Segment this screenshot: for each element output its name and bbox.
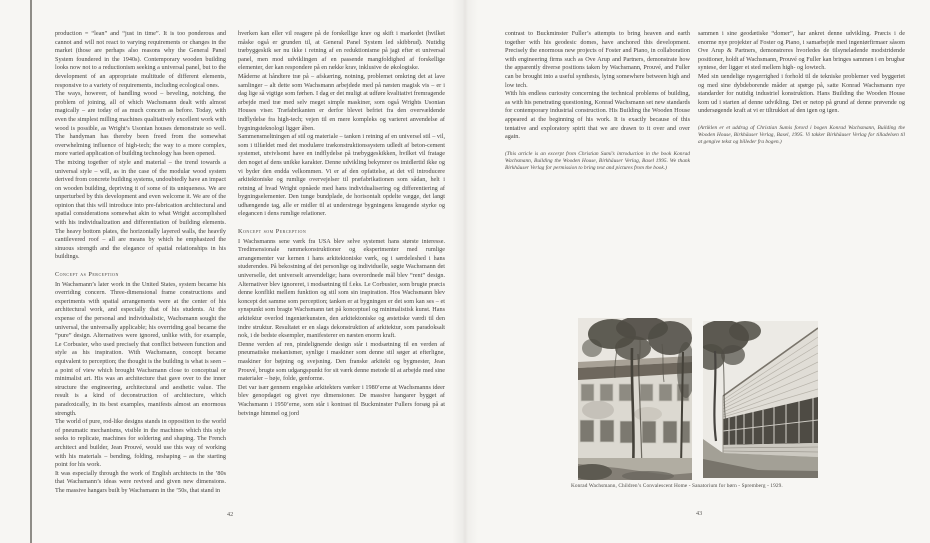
body-paragraph: sammen i sine geodætiske “domer”, har ankret denne udvikling. Præcis i de enorme nye projekter af Foster og Piano, i samarbejde med ingeniørfirmaer såsom Ove Arup & Partners, demonstreres hvorledes de tilsyneladende modstridende positioner, holdt af Wachsmann, Prouvé og Fuller kan bringes sammen i en brugbar syntese, der ligger et sted mellem high- og lowtech. <box>698 30 905 72</box>
body-paragraph: Denne verden af ren, pindelignende design står i modsætning til en verden af pneumatiske mekanismer, synlige i maskiner som denne stil søger at efterligne, maskiner for bøjning og svejsning. Den franske arkitekt og bygmester, Jean Prouvé, brugte som udgangspunkt for sit værk denne metode til at arbejde med sine materialer – bøje, folde, genforme. <box>238 340 445 383</box>
page-edge-shadow <box>30 0 32 543</box>
page-number-right: 43 <box>696 510 703 517</box>
gutter-shadow <box>452 0 478 543</box>
left-page-danish-column <box>238 30 445 418</box>
body-paragraph: hverken kan eller vil reagere på de forskellige krav og skift i markedet (hvilket måske også er grunden til, at General Panel System led skibbrud). Nutidig træbyggeskik ser nu ikke i retning af en reduktionisme på jagt efter et universal panel, men mod udviklingen af en passende mangfoldighed af forskellige elementer, der kan respondere på en række krav, inklusive de økologiske. <box>238 30 445 72</box>
photo-building-facade <box>578 318 692 480</box>
body-paragraph: production = “lean” and “just in time”. It is too ponderous and cannot and will not react to varying requirements or changes in the market (those are perhaps also reasons why the General Panel System foundered in the 1940s). Contemporary wooden building looks now not to a reductionism seeking a universal panel, but to the development of an appropriate multitude of different elements, responsive to a variety of requirements, including ecological ones. <box>55 30 226 89</box>
section-heading: Koncept som Perception <box>238 228 307 236</box>
page-number-left: 42 <box>227 511 234 518</box>
body-paragraph: With his endless curiosity concerning the technical problems of building, as with his penetrating questioning, Konrad Wachsmann set new standards for contemporary industrial construction. His Building the Wooden House appeared at the beginning of his work. It is exactly because of this tentative and exploratory spirit that we are drawn to it over and over again. <box>505 90 690 141</box>
photo-building-perspective <box>703 321 818 478</box>
body-paragraph: Med sin uendelige nysgerrighed i forhold til de tekniske problemer ved byggeriet og med sine dybdeborende måder at spørge på, satte Konrad Wachsmann nye standarder for nutidig industriel konstruktion. Hans Building the Wooden House kom ud i starten af denne udvikling. Det er netop på grund af denne prøvende og undersøgende kraft at vi er tiltrukket af den igen og igen. <box>698 72 905 115</box>
body-paragraph: Det var især gennem engelske arkitekters værker i 1980’erne at Wachsmanns ideer blev genopdaget og givet nye dimensioner. De massive hangarer bygget af Wachsmann i 1950’erne, som står i kontrast til Buckminster Fullers forsøg på at betvinge himmel og jord <box>238 383 445 417</box>
right-page-english-column <box>505 30 690 172</box>
body-paragraph: contrast to Buckminster Fuller’s attempts to bring heaven and earth together with his geodesic domes, have anchored this development. Precisely the enormous new projects of Foster and Piano, in collaboration with engineering firms such as Ove Arup and Partners, demonstrate how the apparently diverse positions taken by Wachsmann, Prouvé, and Fuller can be brought into a useful synthesis, lying somewhere between high and low tech. <box>505 30 690 89</box>
body-paragraph: In Wachsmann’s later work in the United States, system became his overriding concern. Three-dimensional frame constructions and experiments with spatial arrangements were at the center of his architectural work, and especially that of his students. At the expense of the personal and individualistic, Wachsmann sought the universal, the universally applicable; his overriding goal became the “pure” design. Alternatives were ignored, unlike with, for example, Le Corbusier, who used precisely that conflict between function and style as his inspiration. With Wachsmann, concept became equivalent to perception; the thought is the building is what is seen – a point of view which brought Wachsmann close to conceptual or minimalist art. His was an architecture that gave over to the inner structure the engineering, architectural and aesthetic value. The result is a kind of deconstruction of architecture, which paradoxically, in its best examples, manifests almost an enormous strength. <box>55 280 226 417</box>
body-paragraph: The ways, however, of handling wood – beveling, notching, the problem of joining, all of which Wachsmann dealt with almost magically – are today of as much concern as before. Today, with even the simplest milling machines qualitatively excellent work with wood is possible, as Wright’s Usonian houses demonstrate so well. The handyman has thereby been freed from the somewhat overwhelming influence of high-tech; the way to a more complex, more varied application of building technology has been opened. <box>55 90 226 158</box>
body-paragraph: Måderne at håndtere træ på – afskæring, notning, problemet omkring det at lave samlinger – alt dette som Wachsmann arbejdede med på næsten magisk vis – er i dag lige så vigtige som førhen. I dag er det muligt at udføre kvalitativt fremragende arbejde med træ med selv meget simple maskiner, som også Wrights Usonian Houses viser. Træfabrikanten er derfor blevet befriet fra den overvældende indflydelse fra high-tech; vejen til en mere kompleks og varieret anvendelse af bygningsteknologi ligger åben. <box>238 72 445 132</box>
right-page-danish-column <box>698 30 905 146</box>
source-footnote: (Artiklen er et uddrag af Christian Sumis forord i bogen Konrad Wachsmann, Building the Wooden House, Birkhäuser Verlag, Basel, 1995. Vi takker Birkhäuser Verlag for tilladelsen til at gengive tekst og billeder fra bogen.) <box>698 124 905 146</box>
source-footnote: (This article is an excerpt from Christian Sumi’s introduction in the book Konrad Wachsmann, Building the Wooden House, Birkhäuser Verlag, Basel 1995. We thank Birkhäuser Verlag for permission to bring text and pictures from the book.) <box>505 150 690 171</box>
section-heading: Concept as Perception <box>55 271 119 279</box>
long-wing-ribbon-windows-perspective-photo <box>703 321 818 478</box>
body-paragraph: I Wachsmanns sene værk fra USA blev selve systemet hans største interesse. Tredimensionale rammekonstruktioner og eksperimenter med rumlige arrangementer var kernen i hans arkitektoniske værk, og i særdeleshed i hans studerendes. På bekostning af det personlige og individuelle, søgte Wachsmann det universelle, det universelt anvendelige; hans overordnede mål blev “rent” design. Alternativer blev ignoreret, i modsætning til f.eks. Le Corbusier, som brugte præcis denne konflikt mellem funktion og stil som sin inspiration. Hos Wachsmann blev koncept det samme som perception; tanken er at bygningen er det som kan ses – et synspunkt som bragte Wachsmann tæt på konceptuel og minimalistisk kunst. Hans arkitektur overlod ingeniørkunsten, den arkitektoniske og æstetiske værdi til den indre struktur. Resultatet er en slags dekonstruktion af arkitektur, som paradoksalt nok, i de bedste eksempler, manifesterer en næsten enorm kraft. <box>238 237 445 340</box>
body-paragraph: The world of pure, rod-like designs stands in opposition to the world of pneumatic mechanisms, visible in the machines which this style seeks to replicate, machines for soldering and shaping. The French architect and builder, Jean Prouvé, would use this way of working with his materials – bending, folding, reshaping – as the starting point for his work. <box>55 418 226 469</box>
photo-caption: Konrad Wachsmann, Children’s Convalescent Home - Sanatorium for børn - Spremberg - 1929. <box>571 483 783 489</box>
body-paragraph: It was especially through the work of English architects in the ’80s that Wachsmann’s ideas were revived and given new dimensions. The massive hangars built by Wachsmann in the ’50s, that stand in <box>55 469 226 494</box>
body-paragraph: The mixing together of style and material – the trend towards a universal style – will, as in the case of the modular wood system derived from concrete building systems, undoubtedly have an impact on wooden building, depriving it of some of its uniqueness. We are unperturbed by this development and even welcome it. We are of the opinion that this will introduce into pre-fabrication architectural and spatial considerations somewhat akin to what Wright accomplished with his individualization and differentiation of building elements. The heavy bottom plates, the horizontally layered walls, the heavily cantilevered roof – all are means by which he emphasized the sinuous strength and the elegance of spatial relationships in his buildings. <box>55 158 226 261</box>
body-paragraph: Sammensmeltningen af stil og materiale – tanken i retning af en universel stil – vil, som i tilfældet med det modulære trækonstruktionssystem udledt af beton-cement systemet, utvivlsomt have en indflydelse på træbyggeskikken, hvilket vil fratage den noget af dens unikke karakter. Denne udvikling bekymrer os imidlertid ikke og vi byder den endda velkommen. Vi er af den opfattelse, at det vil introducere arkitektoniske og rumlige overvejelser til præfabrikationen som sådan, helt i retning af hvad Wright opnåede med hans individualisering og differentiering af bygningselementer. Den tunge bundplade, de horisontalt opdelte vægge, det langt udhængende tag, alle er midler til at understrege bygningens knugende styrke og elegancen i dens rumlige relationer. <box>238 133 445 218</box>
building-facade-with-birch-trees-photo <box>578 318 692 480</box>
left-page-english-column <box>55 30 226 495</box>
